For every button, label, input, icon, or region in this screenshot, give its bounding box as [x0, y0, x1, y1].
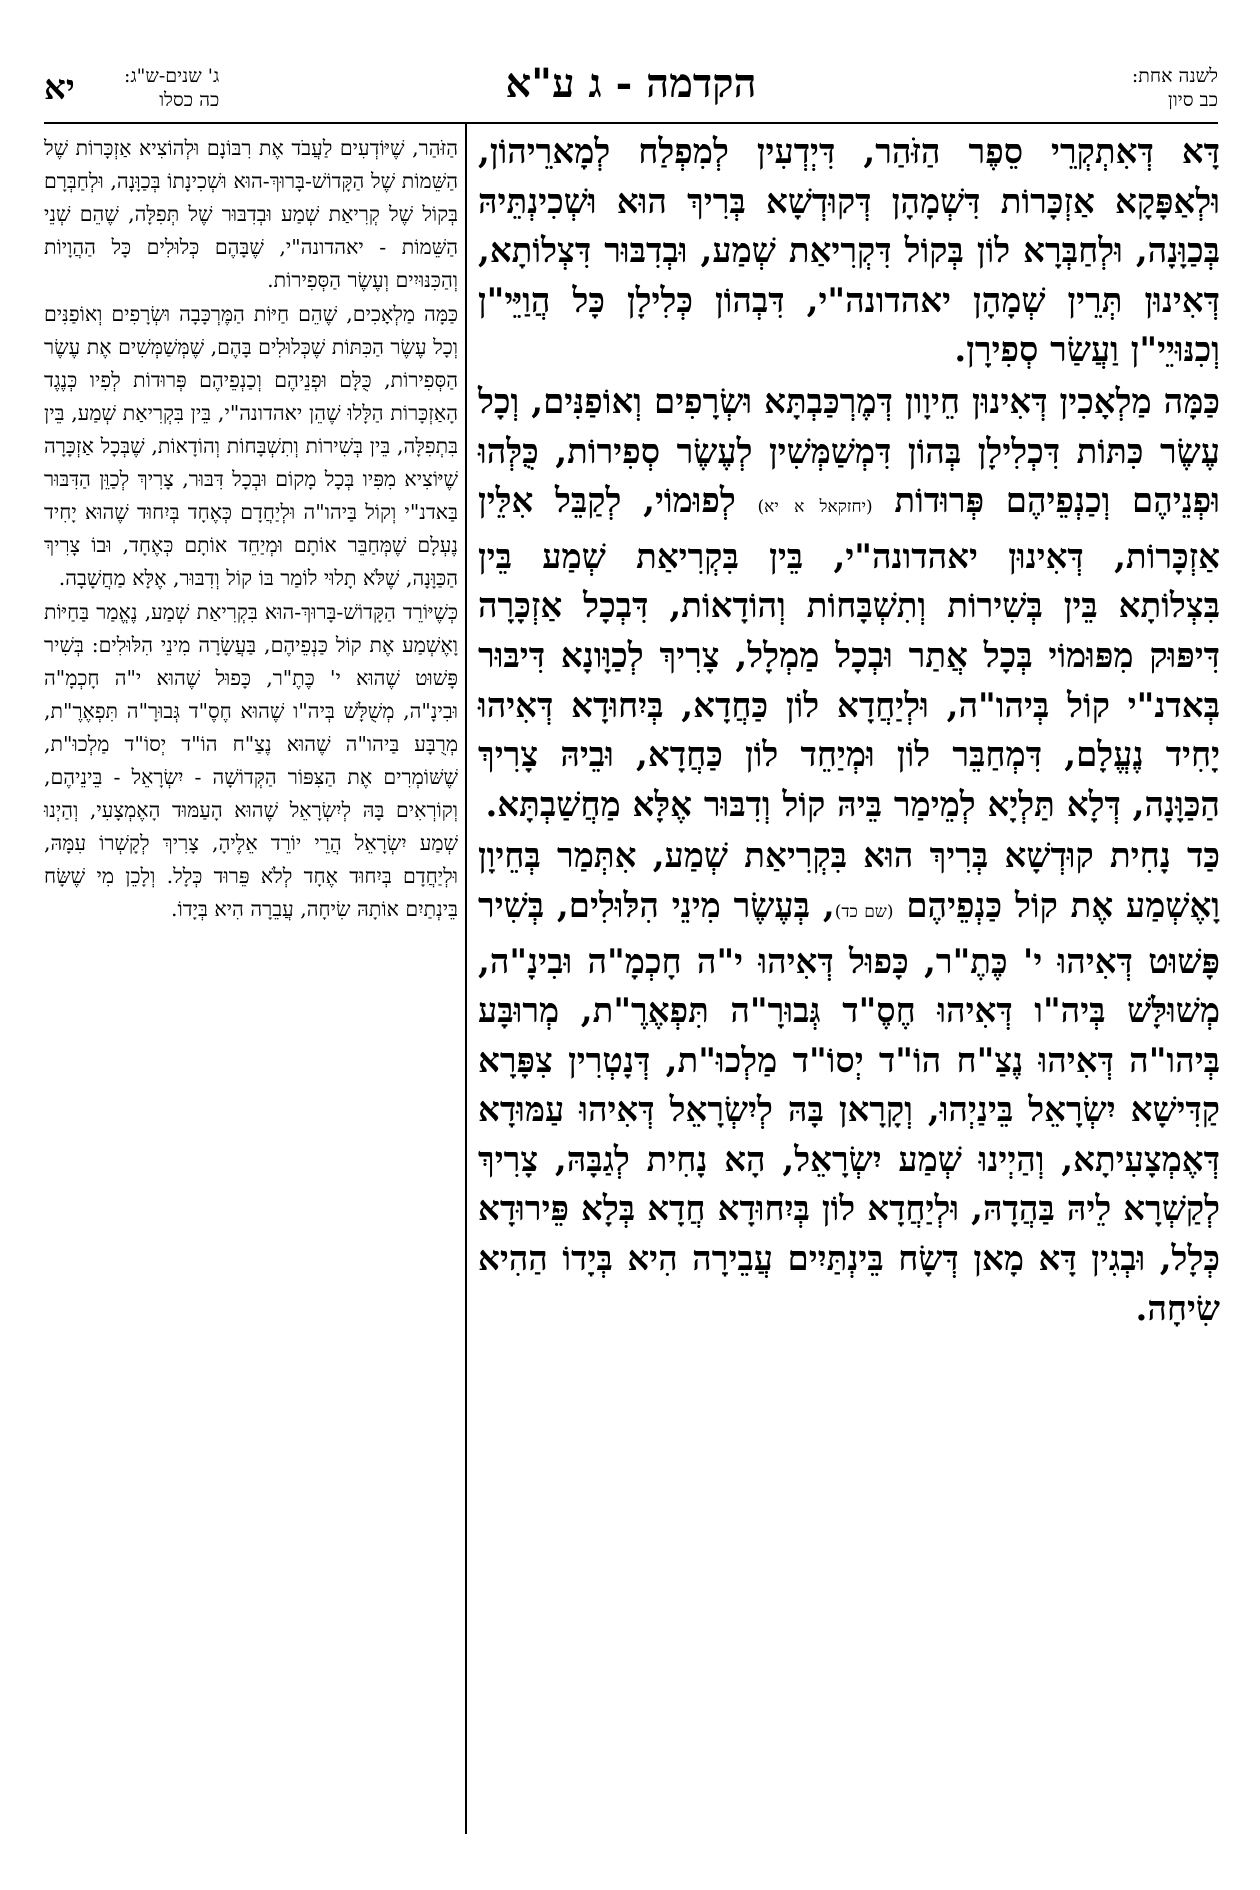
header-divider: [44, 122, 1218, 124]
main-paragraph-text: כַּד נָחִית קוּדְשָׁא בְּרִיךְ הוּא בִּקְרִיאַת שְׁמַע, אִתְּמַר בְּחֵיוָן וָאֶשְׁמַע אֶת קוֹל כַּנְפֵיהֶם: [478, 836, 1221, 926]
aramaic-main-column: [478, 128, 1220, 1334]
page-header: [44, 58, 1218, 124]
scripture-reference: (יחזקאל א יא): [757, 497, 873, 518]
translation-paragraph: כְּשֶׁיּוֹרֵד הַקָּדוֹשׁ-בָּרוּךְ-הוּא בִּקְרִיאַת שְׁמַע, נֶאֱמַר בַּחַיּוֹת וָאֶשְׁמַע אֶת קוֹל כַּנְפֵיהֶם, בַּעֲשָׂרָה מִינֵי הִלּוּלִים: בְּשִׁיר פָּשׁוּט שֶׁהוּא י' כֶּתֶ"ר, כָּפוּל שֶׁהוּא י"ה חָכְמָ"ה וּבִינָ"ה, מְשֻׁלָּשׁ בְּיה"ו שֶׁהוּא חֶסֶ"ד גְּבוּרָ"ה תִּפְאֶרֶ"ת, מְרֻבָּע בַּיהו"ה שֶׁהוּא נֶצַ"ח הוֹ"ד יְסוֹ"ד מַלְכוּ"ת, שֶׁשּׁוֹמְרִים אֶת הַצִּפּוֹר הַקְּדוֹשָׁה - יִשְׂרָאֵל - בֵּינֵיהֶם, וְקוֹרְאִים בָּהּ לְיִשְׂרָאֵל שֶׁהוּא הָעַמּוּד הָאֶמְצָעִי, וְהַיְנוּ שְׁמַע יִשְׂרָאֵל הֲרֵי יוֹרֵד אֵלֶיהָ, צָרִיךְ לְקָשְׁרוֹ עִמָּהּ, וּלְיַחֲדָם בְּיִחוּד אֶחָד לְלֹא פֵּרוּד כְּלָל. וְלָכֵן מִי שֶׁשָּׂח בֵּינְתַיִם אוֹתָהּ שִׂיחָה, עֲבֵרָה הִיא בְּיָדוֹ.: [44, 600, 458, 921]
scripture-reference: (שם כד): [834, 901, 894, 922]
main-paragraph-text: דָּא דְּאִתְקְרֵי סֵפֶר הַזֹּהַר, דִּיְדְעִין לְמִפְלַח לְמָארֵיהוֹן, וּלְאַפָּקָא אַזְכָּרוֹת דִּשְׁמָהָן דְּקוּדְשָׁא בְּרִיךְ הוּא וּשְׁכִינְתֵּיהּ בְּכַוָּנָה, וּלְחַבְּרָא לוֹן בְּקוֹל דִּקְרִיאַת שְׁמַע, וּבְדִבּוּר דִּצְלוֹתָא, דְּאִינוּן תְּרֵין שְׁמָהָן יאהדונה"י, דִּבְהוֹן כְּלִילָן כָּל הֲוַיֵּי"ן וְכִנּוּיֵי"ן וַעֲשַׂר סְפִירָן.: [478, 132, 1220, 371]
schedule-three-years: [124, 64, 219, 112]
page-number: יא: [44, 68, 75, 108]
main-paragraph: [478, 832, 1220, 1334]
schedule-one-year-date: כב סיון: [1168, 89, 1218, 111]
main-paragraph-text: לְפוּמוֹי, לְקַבֵּל אִלֵּין אַזְכָּרוֹת, דְּאִינוּן יאהדונה"י, בֵּין בִּקְרִיאַת שְׁמַע בֵּין בִּצְלוֹתָא בֵּין בְּשִׁירוֹת וְתִשְׁבָּחוֹת וְהוֹדָאוֹת, דִּבְכָל אַזְכָּרָה דִּיפּוּק מִפּוּמוֹי בְּכָל אֲתַר וּבְכָל מַמְלָל, צָרִיךְ לְכַוָּונָא דִּיבּוּר בְּאדנ"י קוֹל בְּיהו"ה, וּלְיַחֲדָא לוֹן כַּחֲדָא, בְּיִחוּדָא דְּאִיהוּ יָחִיד נֶעֱלָם, דִּמְחַבֵּר לוֹן וּמְיַחֵד לוֹן כַּחֲדָא, וּבֵיהּ צָרִיךְ הַכַּוָּנָה, דְּלָא תַּלְיָא לְמֵימַר בֵּיהּ קוֹל וְדִבּוּר אֶלָּא מַחֲשַׁבְתָּא.: [478, 481, 1220, 825]
hebrew-translation-column: [44, 132, 458, 926]
main-paragraph: [478, 378, 1220, 830]
schedule-three-years-label: ג' שנים-ש"ג:: [124, 65, 220, 87]
translation-paragraph: כַּמָּה מַלְאָכִים, שֶׁהֵם חַיּוֹת הַמֶּרְכָּבָה וּשְׂרָפִים וְאוֹפַנִּים וְכָל עֶשֶׂר הַכִּתּוֹת שֶׁכְּלוּלִים בָּהֶם, שֶׁמְּשַׁמְּשִׁים אֶת עֶשֶׂר הַסְּפִירוֹת, כֻּלָּם וּפְנֵיהֶם וְכַנְפֵיהֶם פְּרוּדוֹת לְפִיו כְּנֶגֶד הָאַזְכָּרוֹת הַלָּלוּ שֶׁהֵן יאהדונה"י, בֵּין בִּקְרִיאַת שְׁמַע, בֵּין בִּתְפִלָּה, בֵּין בְּשִׁירוֹת וְתִשְׁבָּחוֹת וְהוֹדָאוֹת, שֶׁבְּכָל אַזְכָּרָה שֶׁיּוֹצִיא מִפִּיו בְּכָל מָקוֹם וּבְכָל דִּבּוּר, צָרִיךְ לְכַוֵּן הַדִּבּוּר בַּאדנ"י וְקוֹל בַּיהו"ה וּלְיַחֲדָם כְּאֶחָד בְּיִחוּד שֶׁהוּא יָחִיד נֶעְלָם שֶׁמְּחַבֵּר אוֹתָם וּמְיַחֵד אוֹתָם כְּאֶחָד, וּבוֹ צָרִיךְ הַכַּוָּנָה, שֶׁלֹּא תָלוּי לוֹמַר בּוֹ קוֹל וְדִבּוּר, אֶלָּא מַחֲשָׁבָה.: [44, 302, 458, 590]
schedule-three-years-date: כה כסלו: [159, 89, 220, 111]
column-divider: [465, 124, 467, 1834]
translation-paragraph: הַזֹּהַר, שֶׁיּוֹדְעִים לַעֲבֹד אֶת רִבּוֹנָם וּלְהוֹצִיא אַזְכָּרוֹת שֶׁל הַשֵּׁמוֹת שֶׁל הַקָּדוֹשׁ-בָּרוּךְ-הוּא וּשְׁכִינָתוֹ בְּכַוָּנָה, וּלְחַבְּרָם בְּקוֹל שֶׁל קְרִיאַת שְׁמַע וּבְדִבּוּר שֶׁל תְּפִלָּה, שֶׁהֵם שְׁנֵי הַשֵּׁמוֹת - יאהדונה"י, שֶׁבָּהֶם כְּלוּלִים כָּל הַהֲוָיוֹת וְהַכִּנּוּיִים וְעֶשֶׂר הַסְּפִירוֹת.: [44, 136, 458, 292]
main-paragraph-text: , בְּעֶשֶׂר מִינֵי הִלּוּלִים, בְּשִׁיר פָּשׁוּט דְּאִיהוּ י' כֶּתֶ"ר, כָּפוּל דְּאִיהוּ י"ה חָכְמָ"ה וּבִינָ"ה, מְשׁוּלָּשׁ בְּיה"ו דְּאִיהוּ חֶסֶ"ד גְּבוּרָ"ה תִּפְאֶרֶ"ת, מְרוּבָּע בְּיהו"ה דְּאִיהוּ נֶצַ"ח הוֹ"ד יְסוֹ"ד מַלְכוּ"ת, דְּנָטְרִין צִפָּרָא קַדִּישָׁא יִשְׂרָאֵל בֵּינַיְהוּ, וְקָרָאן בָּהּ לְיִשְׂרָאֵל דְּאִיהוּ עַמּוּדָא דְּאֶמְצָעִיתָא, וְהַיְינוּ שְׁמַע יִשְׂרָאֵל, הָא נָחִית לְגַבָּהּ, צָרִיךְ לְקַשְׁרָא לֵיהּ בַּהֲדָהּ, וּלְיַחֲדָא לוֹן בְּיִחוּדָא חֲדָא בְּלָא פֵּירוּדָא כְּלָל, וּבְגִין דָּא מָאן דְּשָׂח בֵּינְתַּיִים עֲבֵירָה הִיא בְּיָדוֹ הַהִיא שִׂיחָה.: [478, 885, 1220, 1329]
page-title: הקדמה - ג ע"א: [505, 60, 757, 107]
main-paragraph: [478, 128, 1220, 376]
schedule-one-year-label: לשנה אחת:: [1131, 65, 1218, 87]
main-paragraph-text: כַּמָּה מַלְאָכִין דְּאִינוּן חֵיוָון דְּמֶרְכַּבְתָּא וּשְׂרָפִים וְאוֹפַנִּים, וְכָל עֶשֶׂר כִּתּוֹת דִּכְלִילָן בְּהוֹן דִּמְשַׁמְּשִׁין לְעֶשֶׂר סְפִירוֹת, כֻּלְּהוּ וּפְנֵיהֶם וְכַנְפֵיהֶם פְּרוּדוֹת: [478, 381, 1220, 522]
